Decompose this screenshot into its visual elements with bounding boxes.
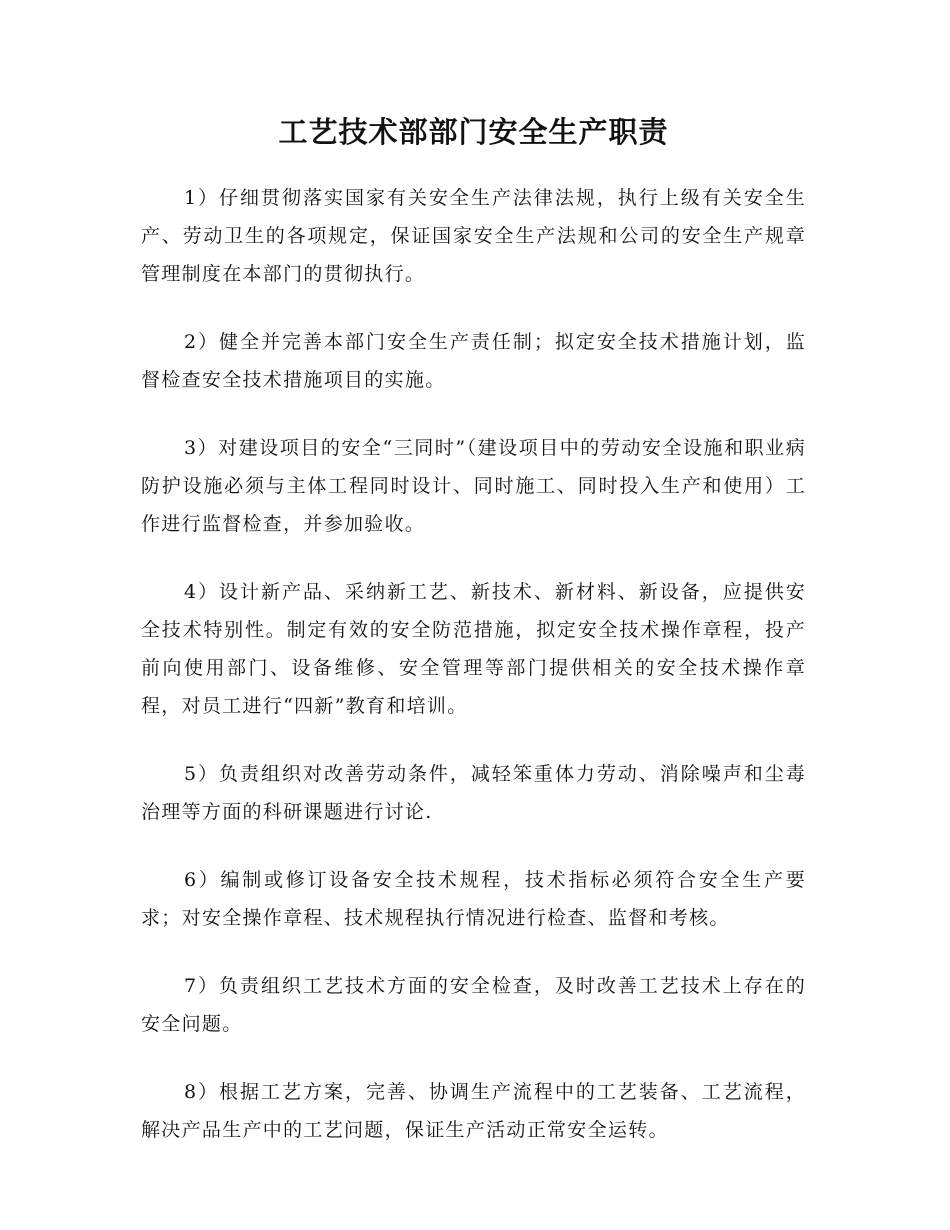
- paragraph-5: 5）负责组织对改善劳动条件，减轻笨重体力劳动、消除噪声和尘毒治理等方面的科研课题进行讨论.: [141, 763, 806, 823]
- paragraph-6: 6）编制或修订设备安全技术规程，技术指标必须符合安全生产要求；对安全操作章程、技术规程执行情况进行检查、监督和考核。: [141, 869, 806, 929]
- paragraph-3: 3）对建设项目的安全“三同时”（建设项目中的劳动安全设施和职业病防护设施必须与主体工程同时设计、同时施工、同时投入生产和使用）工作进行监督检查，并参加验收。: [141, 437, 806, 535]
- document-title: 工艺技术部部门安全生产职责: [278, 115, 669, 149]
- paragraph-4: 4）设计新产品、采纳新工艺、新技术、新材料、新设备，应提供安全技术特别性。制定有效的安全防范措施，拟定安全技术操作章程，投产前向使用部门、设备维修、安全管理等部门提供相关的安全技术操作章程，对员工进行“四新”教育和培训。: [141, 581, 806, 717]
- paragraph-8: 8）根据工艺方案，完善、协调生产流程中的工艺装备、工艺流程，解决产品生产中的工艺问题，保证生产活动正常安全运转。: [141, 1081, 806, 1141]
- paragraph-2: 2）健全并完善本部门安全生产责任制；拟定安全技术措施计划，监督检查安全技术措施项目的实施。: [141, 331, 806, 391]
- document-page: [141, 112, 806, 1179]
- paragraph-7: 7）负责组织工艺技术方面的安全检查，及时改善工艺技术上存在的安全问题。: [141, 975, 806, 1035]
- paragraph-1: 1）仔细贯彻落实国家有关安全生产法律法规，执行上级有关安全生产、劳动卫生的各项规定，保证国家安全生产法规和公司的安全生产规章管理制度在本部门的贯彻执行。: [141, 187, 806, 285]
